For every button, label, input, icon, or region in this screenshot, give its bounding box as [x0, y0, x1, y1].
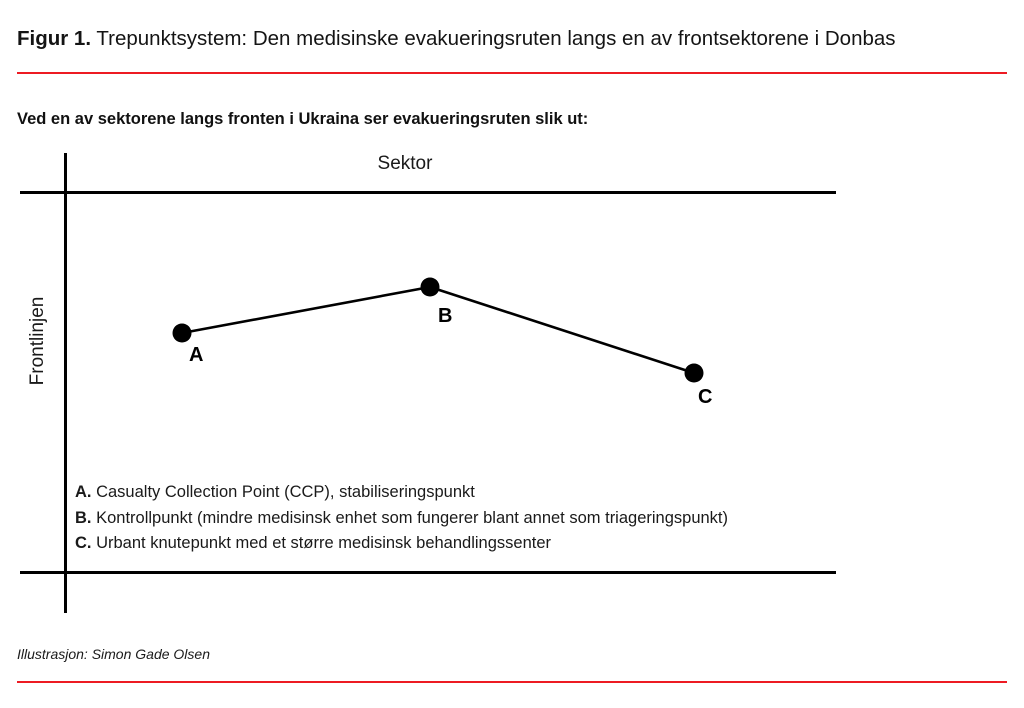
- data-point-b-marker[interactable]: [421, 278, 440, 297]
- divider-top-red: [17, 72, 1007, 74]
- chart-canvas: [0, 140, 1024, 630]
- x-axis-title: Sektor: [377, 153, 433, 174]
- y-axis-title: Frontlinjen: [27, 296, 48, 386]
- legend-key-b: B.: [75, 508, 92, 527]
- illustration-credit: Illustrasjon: Simon Gade Olsen: [17, 646, 210, 662]
- legend-text-b: Kontrollpunkt (mindre medisinsk enhet som fungerer blant annet som triageringspunkt): [96, 508, 729, 527]
- legend-text-c: Urbant knutepunkt med et større medisinsk behandlingssenter: [96, 534, 551, 552]
- legend-item-a: [75, 480, 835, 506]
- legend-item-c: [75, 531, 835, 557]
- data-point-c-marker[interactable]: [685, 364, 704, 383]
- data-point-c-label: C: [698, 386, 713, 408]
- chart-legend: [75, 480, 835, 557]
- figure-description: Trepunktsystem: Den medisinske evakueringsruten langs en av frontsektorene i Donbas: [96, 27, 896, 50]
- data-point-b-label: B: [438, 305, 453, 327]
- data-point-a-marker[interactable]: [173, 324, 192, 343]
- divider-bottom-red: [17, 681, 1007, 683]
- data-point-a-label: A: [189, 344, 204, 366]
- legend-key-c: C.: [75, 534, 92, 552]
- figure-number-label: Figur 1.: [17, 27, 92, 50]
- evacuation-route-line: [182, 287, 694, 373]
- figure-subtitle: Ved en av sektorene langs fronten i Ukraina ser evakueringsruten slik ut:: [17, 110, 589, 128]
- legend-text-a: Casualty Collection Point (CCP), stabiliseringspunkt: [96, 483, 475, 501]
- evacuation-route-chart: [0, 140, 1024, 630]
- legend-key-a: A.: [75, 483, 92, 501]
- legend-item-b: [75, 506, 835, 532]
- figure-title: [17, 26, 1012, 52]
